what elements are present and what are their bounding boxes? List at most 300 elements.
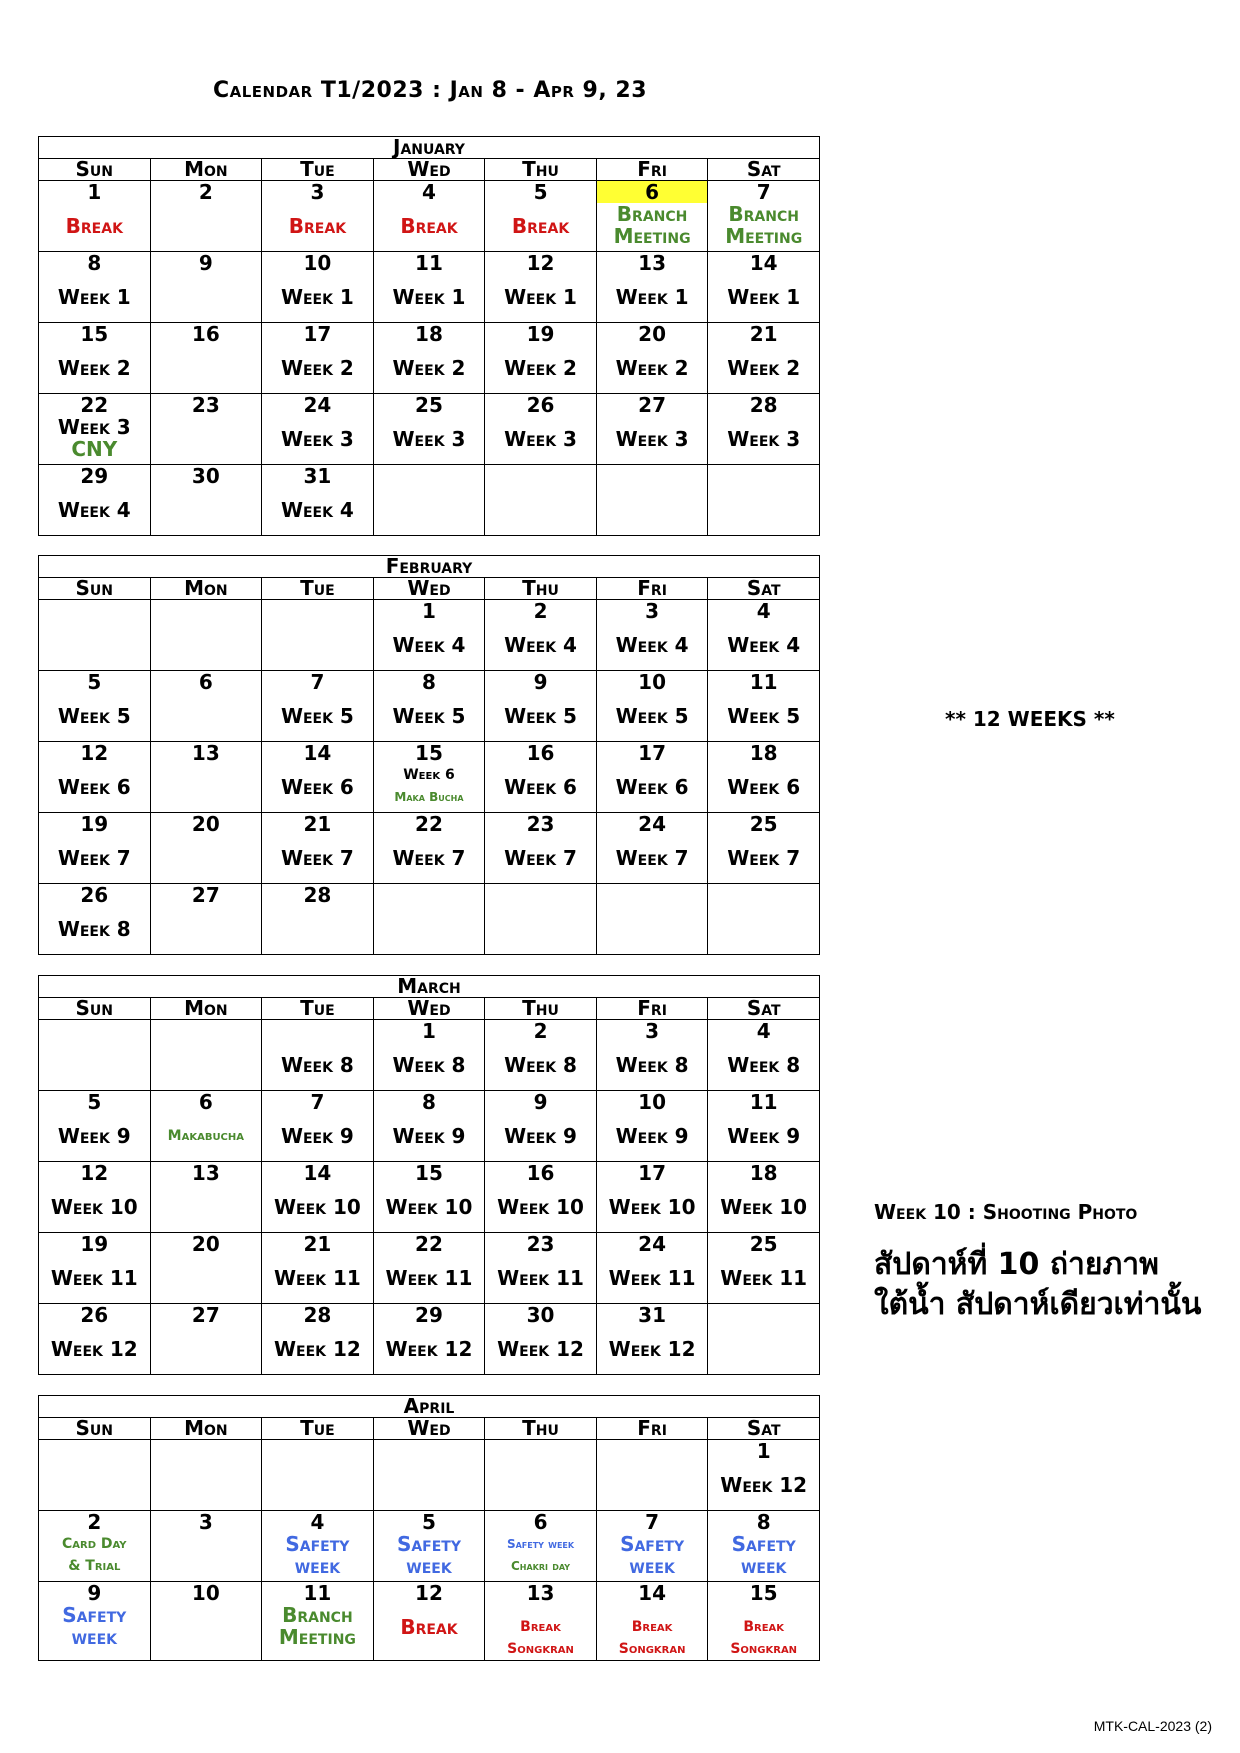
day-number: 29 (415, 1303, 443, 1327)
day-label: Week 6 (727, 775, 801, 799)
day-cell (485, 1511, 597, 1582)
day-label: Week 9 (280, 1124, 354, 1148)
day-header-sat: Sat (708, 998, 820, 1020)
day-cell (150, 1162, 262, 1233)
day-number: 12 (80, 1161, 109, 1185)
day-number: 14 (303, 1161, 332, 1185)
day-cell (596, 1304, 708, 1375)
day-cell (39, 1020, 151, 1091)
day-cell (373, 1233, 485, 1304)
day-number: 27 (191, 1303, 220, 1327)
month-name: March (39, 976, 820, 998)
day-cell (596, 252, 708, 323)
day-number: 16 (526, 741, 555, 765)
day-cell (596, 884, 708, 955)
day-number: 2 (533, 599, 548, 623)
day-header-wed: Wed (373, 1418, 485, 1440)
day-number: 17 (638, 741, 667, 765)
day-cell (708, 813, 820, 884)
day-label: Week 11 (50, 1266, 138, 1290)
week10-note: Week 10 : Shooting Photo (874, 1200, 1138, 1224)
day-cell (485, 252, 597, 323)
day-cell (39, 1233, 151, 1304)
day-number: 9 (533, 670, 548, 694)
week-row (39, 1162, 820, 1233)
day-cell (373, 600, 485, 671)
day-sublabel: & Trial (68, 1558, 121, 1574)
month-february (38, 555, 820, 955)
day-cell (485, 600, 597, 671)
day-label: Week 2 (57, 356, 131, 380)
day-label: Break (65, 214, 123, 238)
day-number: 23 (526, 1232, 555, 1256)
day-cell (39, 884, 151, 955)
day-cell (596, 1582, 708, 1661)
day-cell (708, 742, 820, 813)
day-number (39, 1020, 150, 1042)
day-label: Week 10 (385, 1195, 473, 1219)
day-label: Week 11 (720, 1266, 808, 1290)
day-number: 22 (415, 1232, 443, 1256)
day-label: Week 3 (392, 427, 466, 451)
day-number (374, 884, 485, 906)
day-cell (373, 323, 485, 394)
day-cell (373, 671, 485, 742)
day-cell (150, 1020, 262, 1091)
day-number (262, 600, 373, 622)
day-number: 12 (415, 1581, 443, 1605)
day-number: 8 (87, 251, 102, 275)
day-cell (708, 181, 820, 252)
day-number (374, 1440, 485, 1462)
day-label: Week 4 (57, 498, 131, 522)
day-cell (262, 181, 374, 252)
week-row (39, 181, 820, 252)
day-label: Week 11 (385, 1266, 473, 1290)
day-number: 28 (749, 393, 778, 417)
day-cell (262, 252, 374, 323)
day-number (39, 600, 150, 622)
day-number: 4 (422, 180, 436, 204)
day-number: 13 (191, 1161, 220, 1185)
day-cell (708, 1162, 820, 1233)
day-cell (596, 394, 708, 465)
day-label: Branch Meeting (278, 1603, 356, 1649)
day-cell (708, 1440, 820, 1511)
thai-note (874, 1245, 1201, 1325)
day-label: Week 9 (504, 1124, 577, 1148)
day-cell (373, 1511, 485, 1582)
day-label: Week 5 (57, 704, 131, 728)
day-number: 5 (422, 1510, 436, 1534)
day-header-tue: Tue (262, 159, 374, 181)
day-header-fri: Fri (596, 578, 708, 600)
day-number: 22 (415, 812, 443, 836)
day-number: 3 (645, 1019, 660, 1043)
day-cell (150, 1511, 262, 1582)
day-cell (373, 742, 485, 813)
month-table (38, 1395, 820, 1661)
day-cell (596, 1233, 708, 1304)
day-cell (150, 465, 262, 536)
day-number: 13 (526, 1581, 555, 1605)
day-number: 15 (415, 741, 443, 765)
day-label: Week 10 (497, 1195, 584, 1219)
day-cell (150, 671, 262, 742)
day-cell (485, 394, 597, 465)
day-number (485, 884, 596, 906)
weeks-note: ** 12 WEEKS ** (945, 707, 1115, 731)
day-number: 13 (191, 741, 220, 765)
day-cell (596, 465, 708, 536)
day-number: 1 (87, 180, 102, 204)
day-label: Week 4 (727, 633, 801, 657)
day-number: 21 (749, 322, 778, 346)
day-cell (596, 1511, 708, 1582)
day-number: 12 (80, 741, 109, 765)
week-row (39, 1091, 820, 1162)
thai-note-line2: ใต้น้ำ สัปดาห์เดียวเท่านั้น (874, 1287, 1202, 1322)
day-cell (708, 1511, 820, 1582)
day-number: 7 (645, 1510, 660, 1534)
day-cell (485, 1233, 597, 1304)
day-cell (485, 1582, 597, 1661)
day-cell (262, 465, 374, 536)
day-cell (39, 1162, 151, 1233)
day-number: 6 (597, 181, 708, 203)
day-number: 3 (310, 180, 325, 204)
day-cell (262, 813, 374, 884)
day-label: Week 11 (497, 1266, 584, 1290)
day-label: Safety week (285, 1532, 350, 1578)
day-number: 3 (645, 599, 660, 623)
day-number (151, 600, 262, 622)
day-cell (262, 884, 374, 955)
day-label: Week 4 (504, 633, 577, 657)
day-number: 28 (303, 1303, 332, 1327)
calendar-title: Calendar T1/2023 : Jan 8 - Apr 9, 23 (212, 78, 647, 103)
day-cell (150, 394, 262, 465)
week-row (39, 742, 820, 813)
day-number: 4 (756, 599, 771, 623)
day-number (151, 1440, 262, 1462)
day-cell (596, 671, 708, 742)
day-cell (708, 252, 820, 323)
day-label: Makabucha (167, 1128, 245, 1144)
day-label: Week 1 (392, 285, 466, 309)
day-cell (150, 1304, 262, 1375)
day-number: 28 (303, 883, 332, 907)
day-number (151, 1020, 262, 1042)
day-number: 1 (756, 1439, 771, 1463)
day-cell (39, 671, 151, 742)
day-number: 5 (87, 670, 102, 694)
day-cell (150, 1440, 262, 1511)
day-label: Week 8 (280, 1053, 354, 1077)
day-number (597, 1440, 708, 1462)
day-number: 31 (638, 1303, 667, 1327)
week-row (39, 1304, 820, 1375)
day-header-mon: Mon (150, 1418, 262, 1440)
day-number (262, 1440, 373, 1462)
day-number: 20 (191, 1232, 220, 1256)
day-number: 29 (80, 464, 109, 488)
day-number: 14 (749, 251, 778, 275)
day-number: 6 (198, 670, 213, 694)
day-header-sun: Sun (39, 998, 151, 1020)
day-label: Week 8 (392, 1053, 466, 1077)
day-number: 11 (749, 1090, 778, 1114)
day-number: 18 (749, 1161, 778, 1185)
day-number: 25 (415, 393, 443, 417)
day-number: 8 (422, 1090, 436, 1114)
day-cell (39, 600, 151, 671)
day-cell (39, 465, 151, 536)
day-label: Week 5 (615, 704, 689, 728)
day-label: Week 1 (57, 285, 131, 309)
day-cell (39, 1304, 151, 1375)
day-cell (150, 742, 262, 813)
month-table (38, 555, 820, 955)
day-number: 17 (303, 322, 332, 346)
day-cell (708, 1020, 820, 1091)
day-cell (596, 323, 708, 394)
day-header-tue: Tue (262, 578, 374, 600)
day-number (708, 1304, 819, 1326)
day-label: Safety week (731, 1532, 796, 1578)
month-january (38, 136, 820, 536)
day-label: Week 1 (504, 285, 577, 309)
day-cell (39, 742, 151, 813)
day-label: Week 3 (615, 427, 689, 451)
day-label: Card Day (62, 1536, 127, 1552)
day-label: Week 12 (50, 1337, 138, 1361)
day-label: Week 9 (392, 1124, 466, 1148)
day-cell (373, 1162, 485, 1233)
day-label: Week 1 (280, 285, 354, 309)
day-cell (150, 1582, 262, 1661)
day-header-wed: Wed (373, 159, 485, 181)
day-label: Week 8 (615, 1053, 689, 1077)
day-cell (708, 884, 820, 955)
day-number: 23 (191, 393, 220, 417)
week-row (39, 884, 820, 955)
day-cell (39, 1511, 151, 1582)
day-cell (39, 1440, 151, 1511)
day-cell (150, 813, 262, 884)
week-row (39, 1440, 820, 1511)
day-number: 10 (638, 670, 667, 694)
day-label: Week 11 (608, 1266, 696, 1290)
day-number: 19 (526, 322, 555, 346)
month-name: January (39, 137, 820, 159)
day-number: 21 (303, 1232, 332, 1256)
day-header-wed: Wed (373, 998, 485, 1020)
day-label: Week 9 (727, 1124, 801, 1148)
day-label: Week 12 (720, 1473, 808, 1497)
day-cell (708, 1233, 820, 1304)
day-cell (262, 600, 374, 671)
day-header-fri: Fri (596, 159, 708, 181)
day-number: 7 (756, 180, 771, 204)
day-number: 27 (638, 393, 667, 417)
day-cell (262, 671, 374, 742)
day-header-thu: Thu (485, 1418, 597, 1440)
day-cell (262, 1020, 374, 1091)
day-cell (373, 1304, 485, 1375)
day-label: Week 7 (392, 846, 466, 870)
day-label: Week 7 (280, 846, 354, 870)
day-cell (373, 1440, 485, 1511)
day-label: Week 11 (273, 1266, 361, 1290)
day-label: Week 2 (615, 356, 689, 380)
day-cell (262, 1511, 374, 1582)
day-number: 26 (80, 883, 109, 907)
day-number: 24 (303, 393, 332, 417)
day-cell (262, 323, 374, 394)
day-label: Branch Meeting (725, 202, 803, 248)
day-number: 19 (80, 812, 109, 836)
day-number: 7 (310, 670, 325, 694)
day-number: 9 (533, 1090, 548, 1114)
day-label: Week 2 (280, 356, 354, 380)
day-number (597, 465, 708, 487)
day-cell (485, 671, 597, 742)
day-label: Week 1 (615, 285, 689, 309)
week-row (39, 813, 820, 884)
day-number: 24 (638, 812, 667, 836)
day-cell (485, 323, 597, 394)
day-cell (39, 1091, 151, 1162)
day-number (485, 465, 596, 487)
day-cell (150, 1233, 262, 1304)
day-label: Week 6 (615, 775, 689, 799)
day-cell (262, 1162, 374, 1233)
day-header-sat: Sat (708, 1418, 820, 1440)
day-number (262, 1020, 373, 1042)
day-cell (373, 465, 485, 536)
day-label: Safety week (62, 1603, 127, 1649)
day-cell (373, 394, 485, 465)
day-number: 18 (749, 741, 778, 765)
day-label: Week 2 (504, 356, 577, 380)
day-cell (373, 181, 485, 252)
day-cell (262, 742, 374, 813)
day-header-tue: Tue (262, 1418, 374, 1440)
day-number: 20 (638, 322, 667, 346)
day-cell (150, 884, 262, 955)
day-label: Safety week (506, 1537, 575, 1551)
day-number: 24 (638, 1232, 667, 1256)
day-header-fri: Fri (596, 998, 708, 1020)
month-name: February (39, 556, 820, 578)
day-cell (485, 1162, 597, 1233)
day-cell (708, 394, 820, 465)
day-cell (485, 1091, 597, 1162)
day-number: 2 (533, 1019, 548, 1043)
day-number: 15 (80, 322, 109, 346)
week-row (39, 671, 820, 742)
day-number: 27 (191, 883, 220, 907)
day-number: 5 (87, 1090, 102, 1114)
day-number: 11 (415, 251, 443, 275)
month-march (38, 975, 820, 1375)
day-number: 1 (422, 1019, 436, 1043)
day-header-wed: Wed (373, 578, 485, 600)
day-number: 11 (749, 670, 778, 694)
day-cell (485, 1440, 597, 1511)
day-cell (596, 813, 708, 884)
day-cell (373, 1091, 485, 1162)
day-cell (485, 465, 597, 536)
day-number: 26 (80, 1303, 109, 1327)
day-label: Week 10 (273, 1195, 361, 1219)
day-number: 1 (422, 599, 436, 623)
day-cell (708, 1091, 820, 1162)
day-header-mon: Mon (150, 159, 262, 181)
day-label: Week 6 (504, 775, 577, 799)
day-cell (39, 252, 151, 323)
day-header-tue: Tue (262, 998, 374, 1020)
day-number: 2 (87, 1510, 102, 1534)
day-number (39, 1440, 150, 1462)
day-label: Week 12 (608, 1337, 696, 1361)
day-number: 4 (756, 1019, 771, 1043)
day-cell (373, 884, 485, 955)
day-number: 5 (533, 180, 548, 204)
day-number: 7 (310, 1090, 325, 1114)
day-cell (596, 181, 708, 252)
day-label: Week 5 (280, 704, 354, 728)
day-cell (596, 600, 708, 671)
day-label: Week 12 (497, 1337, 584, 1361)
day-cell (39, 813, 151, 884)
day-label: Break Songkran (618, 1619, 686, 1657)
day-cell (150, 600, 262, 671)
day-header-fri: Fri (596, 1418, 708, 1440)
day-number: 26 (526, 393, 555, 417)
document-code: MTK-CAL-2023 (2) (1093, 1718, 1212, 1734)
day-cell (150, 252, 262, 323)
day-label: Week 3 (504, 427, 577, 451)
day-number: 12 (526, 251, 555, 275)
day-number: 6 (533, 1510, 548, 1534)
day-label: Week 4 (280, 498, 354, 522)
day-cell (485, 1020, 597, 1091)
day-header-mon: Mon (150, 998, 262, 1020)
day-cell (150, 181, 262, 252)
day-number: 8 (422, 670, 436, 694)
day-sublabel: Chakri day (510, 1559, 571, 1573)
day-label: Break (288, 214, 347, 238)
day-number (597, 884, 708, 906)
day-label: Safety week (396, 1532, 461, 1578)
day-number: 9 (198, 251, 213, 275)
day-number: 10 (303, 251, 332, 275)
day-cell (262, 394, 374, 465)
week-row (39, 600, 820, 671)
day-header-thu: Thu (485, 998, 597, 1020)
day-label: Week 5 (392, 704, 466, 728)
day-cell (262, 1440, 374, 1511)
day-number (708, 884, 819, 906)
day-number: 23 (526, 812, 555, 836)
day-cell (150, 323, 262, 394)
day-number: 11 (303, 1581, 332, 1605)
day-label: Break (511, 214, 570, 238)
day-header-sun: Sun (39, 159, 151, 181)
day-number (485, 1440, 596, 1462)
